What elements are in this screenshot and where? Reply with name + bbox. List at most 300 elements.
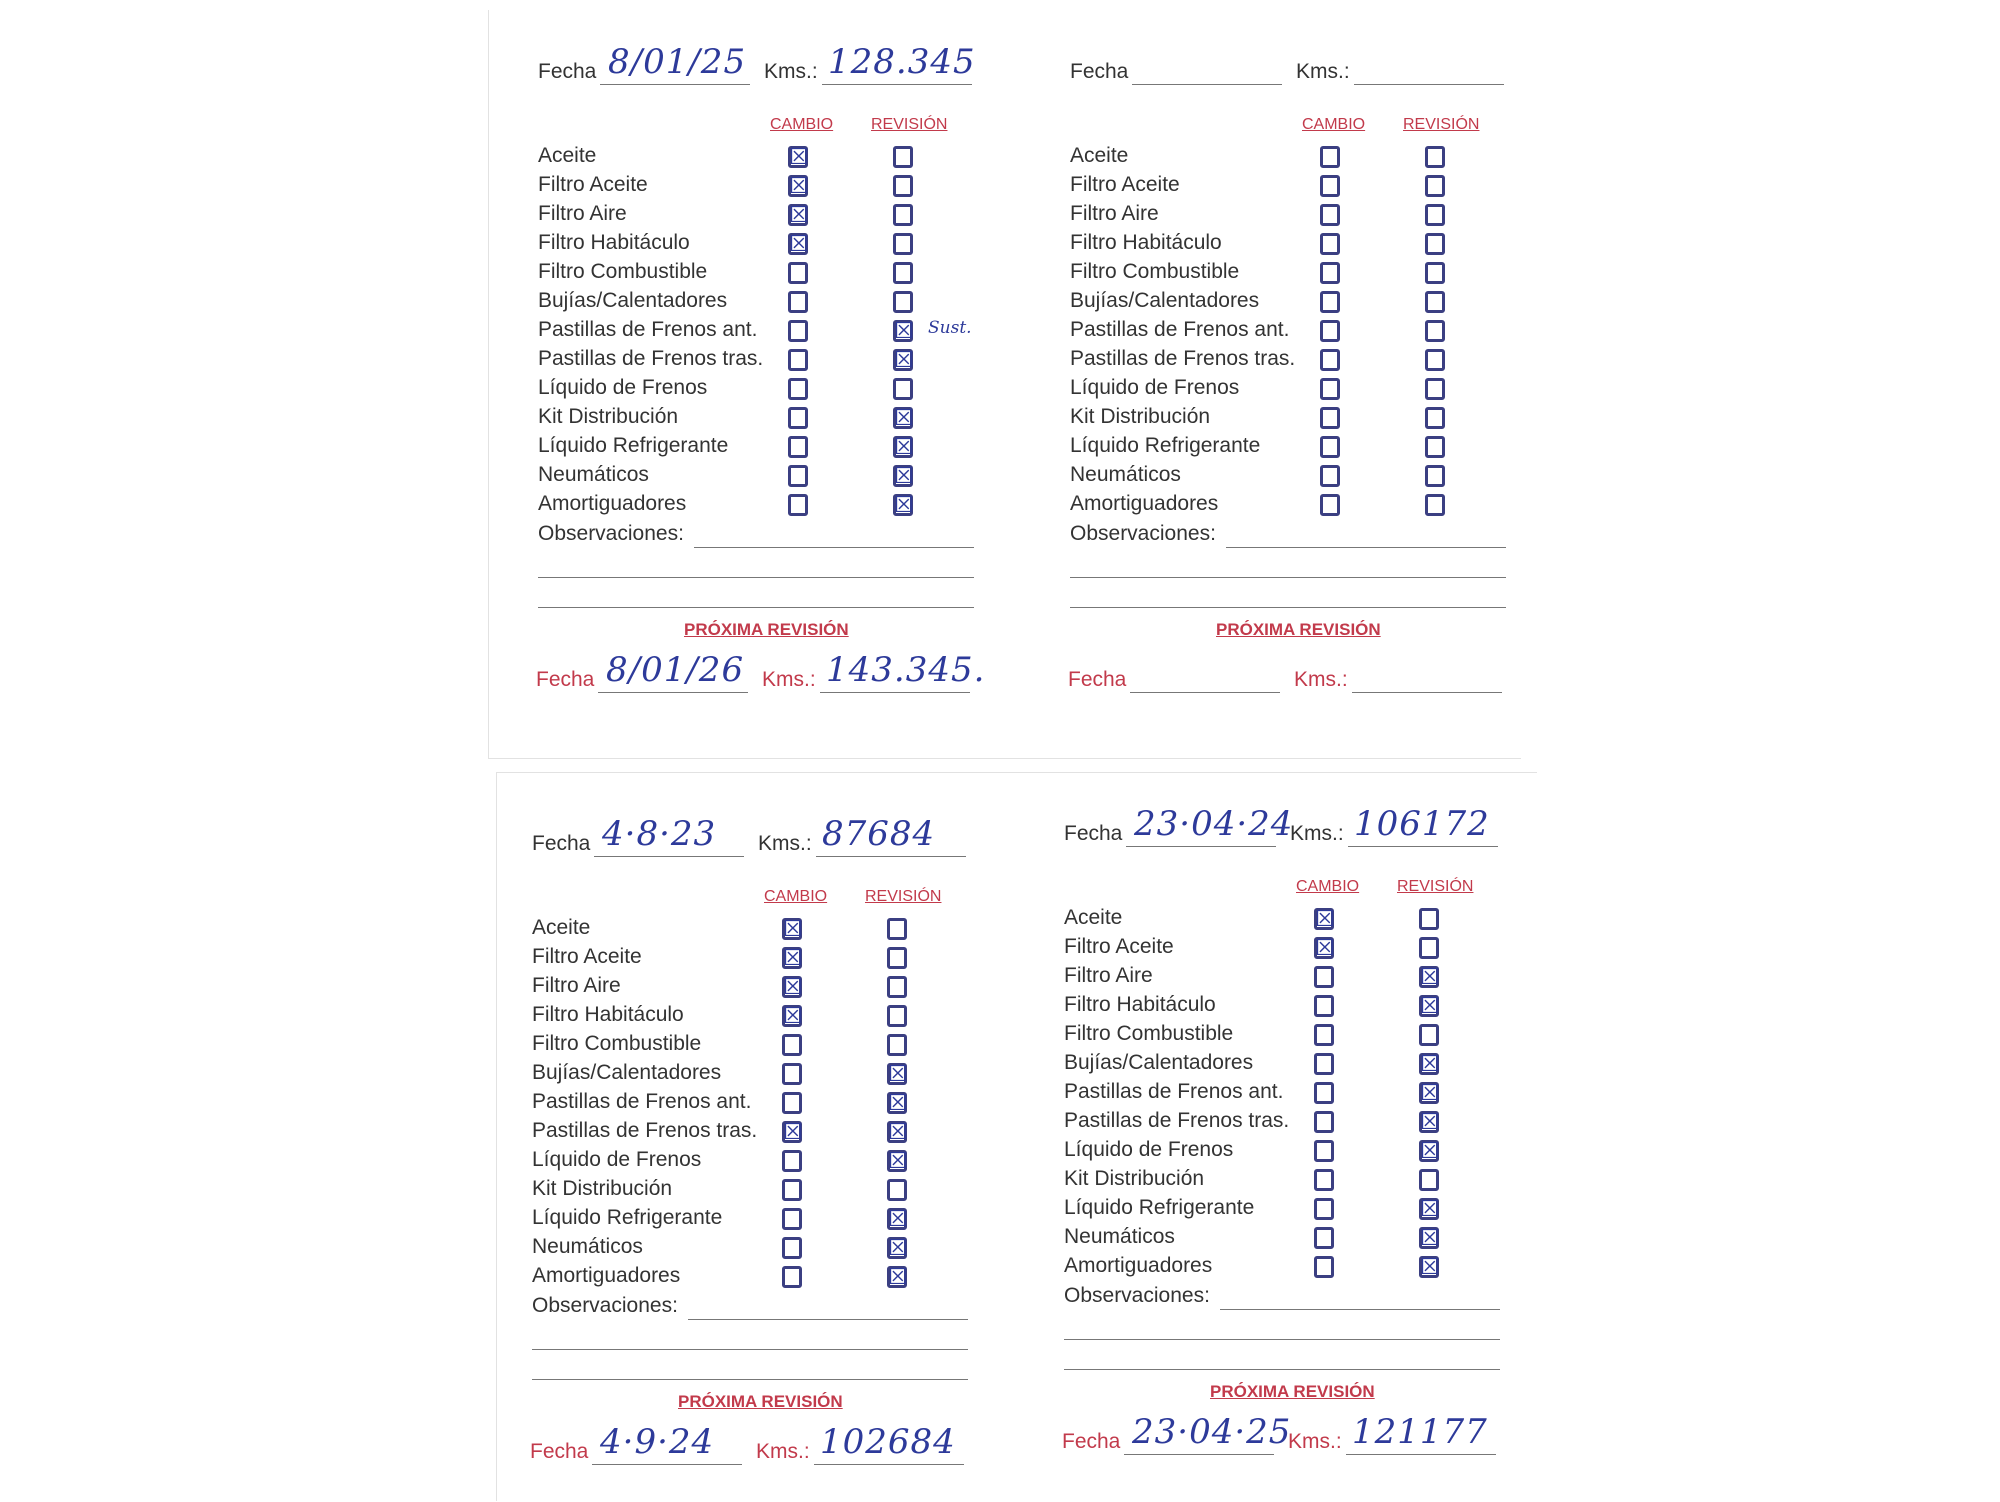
checklist-row bbox=[532, 1061, 972, 1090]
checklist-row bbox=[1064, 1196, 1504, 1225]
revision-checkbox[interactable] bbox=[893, 146, 913, 168]
kms-label: Kms.: bbox=[758, 832, 812, 855]
next-fecha-value[interactable]: 8/01/26 bbox=[606, 650, 745, 690]
check-mark-icon: ☒ bbox=[789, 174, 809, 199]
checklist-row bbox=[538, 492, 978, 521]
observaciones-line[interactable] bbox=[1226, 547, 1506, 548]
revision-header: REVISIÓN bbox=[1397, 878, 1474, 895]
cambio-checkbox[interactable] bbox=[1320, 407, 1340, 429]
cambio-checkbox[interactable] bbox=[1314, 1082, 1334, 1104]
handwritten-note: Sust. bbox=[928, 318, 972, 338]
cambio-checkbox[interactable] bbox=[782, 1266, 802, 1288]
cambio-checkbox[interactable] bbox=[782, 1150, 802, 1172]
next-fecha-line bbox=[598, 692, 748, 693]
cambio-checkbox[interactable] bbox=[782, 1034, 802, 1056]
observaciones-line[interactable] bbox=[538, 577, 974, 578]
checklist-row bbox=[532, 1090, 972, 1119]
kms-line bbox=[1348, 846, 1498, 847]
revision-checkbox[interactable] bbox=[1419, 1053, 1439, 1075]
cambio-checkbox[interactable] bbox=[1314, 1227, 1334, 1249]
checklist-row bbox=[538, 144, 978, 173]
fecha-label: Fecha bbox=[538, 60, 597, 83]
item-label: Filtro Aire bbox=[1070, 202, 1159, 225]
checklist-row bbox=[1070, 347, 1510, 376]
item-label: Bujías/Calentadores bbox=[532, 1061, 722, 1084]
revision-checkbox[interactable] bbox=[1419, 1024, 1439, 1046]
revision-checkbox[interactable] bbox=[887, 1150, 907, 1172]
revision-checkbox[interactable] bbox=[1419, 1140, 1439, 1162]
checklist-row bbox=[1070, 405, 1510, 434]
item-label: Aceite bbox=[1070, 144, 1129, 167]
check-mark-icon: ☒ bbox=[1315, 936, 1335, 961]
revision-checkbox[interactable] bbox=[887, 1034, 907, 1056]
cambio-checkbox[interactable] bbox=[1320, 204, 1340, 226]
item-label: Aceite bbox=[532, 916, 591, 939]
cambio-checkbox[interactable] bbox=[788, 262, 808, 284]
revision-checkbox[interactable] bbox=[1419, 1227, 1439, 1249]
revision-checkbox[interactable] bbox=[1425, 349, 1445, 371]
checklist-row bbox=[1064, 993, 1504, 1022]
next-kms-label: Kms.: bbox=[756, 1440, 810, 1463]
cambio-checkbox[interactable] bbox=[782, 1005, 802, 1027]
check-mark-icon: ☒ bbox=[888, 1149, 908, 1174]
check-mark-icon: ☒ bbox=[1420, 1226, 1440, 1251]
check-mark-icon: ☒ bbox=[783, 917, 803, 942]
revision-checkbox[interactable] bbox=[887, 1237, 907, 1259]
checklist-row bbox=[1070, 492, 1510, 521]
check-mark-icon: ☒ bbox=[888, 1265, 908, 1290]
check-mark-icon: ☒ bbox=[1315, 907, 1335, 932]
item-label: Bujías/Calentadores bbox=[538, 289, 728, 312]
revision-checkbox[interactable] bbox=[893, 378, 913, 400]
checklist-row bbox=[532, 1206, 972, 1235]
revision-header: REVISIÓN bbox=[865, 888, 942, 905]
item-label: Líquido de Frenos bbox=[532, 1148, 702, 1171]
kms-value[interactable]: 106172 bbox=[1354, 804, 1490, 844]
next-fecha-value[interactable]: 4·9·24 bbox=[600, 1422, 715, 1462]
revision-checkbox[interactable] bbox=[1419, 995, 1439, 1017]
revision-checkbox[interactable] bbox=[1425, 204, 1445, 226]
revision-checkbox[interactable] bbox=[1425, 175, 1445, 197]
revision-header: REVISIÓN bbox=[1403, 116, 1480, 133]
revision-checkbox[interactable] bbox=[887, 976, 907, 998]
next-kms-line bbox=[1346, 1454, 1496, 1455]
item-label: Filtro Aceite bbox=[1070, 173, 1180, 196]
cambio-checkbox[interactable] bbox=[788, 378, 808, 400]
next-kms-value[interactable]: 121177 bbox=[1352, 1412, 1488, 1452]
observaciones-label: Observaciones: bbox=[532, 1294, 678, 1317]
item-label: Filtro Combustible bbox=[1064, 1022, 1234, 1045]
item-label: Pastillas de Frenos ant. bbox=[538, 318, 758, 341]
cambio-checkbox[interactable] bbox=[788, 233, 808, 255]
next-fecha-line bbox=[592, 1464, 742, 1465]
observaciones-label: Observaciones: bbox=[1070, 522, 1216, 545]
check-mark-icon: ☒ bbox=[783, 1120, 803, 1145]
checklist-row bbox=[532, 1264, 972, 1293]
cambio-checkbox[interactable] bbox=[782, 976, 802, 998]
checklist-row bbox=[1070, 173, 1510, 202]
check-mark-icon: ☒ bbox=[888, 1120, 908, 1145]
checklist-row bbox=[1070, 144, 1510, 173]
revision-checkbox[interactable] bbox=[1419, 1198, 1439, 1220]
cambio-checkbox[interactable] bbox=[1320, 146, 1340, 168]
checklist-row bbox=[532, 945, 972, 974]
item-label: Amortiguadores bbox=[532, 1264, 681, 1287]
check-mark-icon: ☒ bbox=[789, 145, 809, 170]
revision-checkbox[interactable] bbox=[1419, 1256, 1439, 1278]
revision-checkbox[interactable] bbox=[893, 204, 913, 226]
cambio-checkbox[interactable] bbox=[782, 1092, 802, 1114]
revision-checkbox[interactable] bbox=[1425, 436, 1445, 458]
check-mark-icon: ☒ bbox=[1420, 1052, 1440, 1077]
revision-checkbox[interactable] bbox=[1425, 465, 1445, 487]
observaciones-line[interactable] bbox=[1070, 577, 1506, 578]
item-label: Filtro Habitáculo bbox=[538, 231, 690, 254]
cambio-header: CAMBIO bbox=[770, 116, 834, 133]
revision-checkbox[interactable] bbox=[1419, 908, 1439, 930]
item-label: Filtro Combustible bbox=[532, 1032, 702, 1055]
cambio-checkbox[interactable] bbox=[1314, 1024, 1334, 1046]
revision-checkbox[interactable] bbox=[1419, 1169, 1439, 1191]
kms-line bbox=[816, 856, 966, 857]
check-mark-icon: ☒ bbox=[1420, 1255, 1440, 1280]
item-label: Filtro Aceite bbox=[1064, 935, 1174, 958]
next-fecha-label: Fecha bbox=[530, 1440, 589, 1463]
item-label: Pastillas de Frenos ant. bbox=[1064, 1080, 1284, 1103]
check-mark-icon: ☒ bbox=[894, 435, 914, 460]
revision-checkbox[interactable] bbox=[1419, 1111, 1439, 1133]
item-label: Líquido Refrigerante bbox=[1070, 434, 1261, 457]
fecha-value[interactable]: 8/01/25 bbox=[608, 42, 747, 82]
revision-checkbox[interactable] bbox=[893, 436, 913, 458]
checklist-row bbox=[1064, 964, 1504, 993]
cambio-header: CAMBIO bbox=[764, 888, 828, 905]
checklist-row bbox=[1064, 1254, 1504, 1283]
kms-value[interactable]: 87684 bbox=[822, 814, 936, 854]
cambio-checkbox[interactable] bbox=[782, 1237, 802, 1259]
checklist-row bbox=[538, 463, 978, 492]
item-label: Pastillas de Frenos tras. bbox=[1070, 347, 1296, 370]
proxima-revision-block bbox=[1064, 1382, 1504, 1492]
next-kms-line bbox=[814, 1464, 964, 1465]
revision-checkbox[interactable] bbox=[893, 320, 913, 342]
item-label: Filtro Aire bbox=[1064, 964, 1153, 987]
fecha-label: Fecha bbox=[1070, 60, 1129, 83]
item-label: Filtro Combustible bbox=[1070, 260, 1240, 283]
checklist-row bbox=[532, 916, 972, 945]
check-mark-icon: ☒ bbox=[894, 348, 914, 373]
revision-checkbox[interactable] bbox=[887, 1179, 907, 1201]
item-label: Líquido de Frenos bbox=[538, 376, 708, 399]
cambio-checkbox[interactable] bbox=[1314, 908, 1334, 930]
cambio-checkbox[interactable] bbox=[1320, 378, 1340, 400]
fecha-label: Fecha bbox=[1064, 822, 1123, 845]
checklist-row bbox=[532, 1235, 972, 1264]
checklist-row bbox=[1064, 906, 1504, 935]
check-mark-icon: ☒ bbox=[783, 1004, 803, 1029]
item-label: Líquido Refrigerante bbox=[538, 434, 729, 457]
proxima-revision-block bbox=[536, 620, 986, 730]
item-label: Amortiguadores bbox=[1070, 492, 1219, 515]
revision-checkbox[interactable] bbox=[1419, 966, 1439, 988]
revision-checkbox[interactable] bbox=[887, 947, 907, 969]
observaciones-line[interactable] bbox=[532, 1349, 968, 1350]
cambio-checkbox[interactable] bbox=[782, 947, 802, 969]
cambio-checkbox[interactable] bbox=[788, 146, 808, 168]
cambio-checkbox[interactable] bbox=[788, 175, 808, 197]
fecha-line bbox=[594, 856, 744, 857]
check-mark-icon: ☒ bbox=[894, 319, 914, 344]
item-label: Líquido de Frenos bbox=[1070, 376, 1240, 399]
observaciones-label: Observaciones: bbox=[1064, 1284, 1210, 1307]
cambio-checkbox[interactable] bbox=[1314, 937, 1334, 959]
next-fecha-line bbox=[1130, 692, 1280, 693]
item-label: Amortiguadores bbox=[538, 492, 687, 515]
checklist-row bbox=[538, 434, 978, 463]
item-label: Líquido Refrigerante bbox=[532, 1206, 723, 1229]
checklist-row bbox=[532, 1003, 972, 1032]
service-card bbox=[532, 812, 972, 1412]
item-label: Neumáticos bbox=[1070, 463, 1181, 486]
revision-checkbox[interactable] bbox=[887, 1266, 907, 1288]
cambio-checkbox[interactable] bbox=[1314, 1111, 1334, 1133]
cambio-checkbox[interactable] bbox=[788, 320, 808, 342]
revision-checkbox[interactable] bbox=[1425, 494, 1445, 516]
cambio-checkbox[interactable] bbox=[782, 918, 802, 940]
cambio-checkbox[interactable] bbox=[782, 1179, 802, 1201]
next-fecha-value[interactable]: 23·04·25 bbox=[1132, 1412, 1292, 1452]
checklist-row bbox=[1064, 1051, 1504, 1080]
revision-checkbox[interactable] bbox=[887, 1063, 907, 1085]
item-label: Pastillas de Frenos ant. bbox=[1070, 318, 1290, 341]
item-label: Aceite bbox=[538, 144, 597, 167]
revision-checkbox[interactable] bbox=[887, 1092, 907, 1114]
cambio-checkbox[interactable] bbox=[1314, 1053, 1334, 1075]
revision-checkbox[interactable] bbox=[1425, 233, 1445, 255]
revision-checkbox[interactable] bbox=[887, 918, 907, 940]
service-card bbox=[538, 40, 978, 640]
fecha-line bbox=[1132, 84, 1282, 85]
item-label: Filtro Combustible bbox=[538, 260, 708, 283]
revision-checkbox[interactable] bbox=[893, 407, 913, 429]
proxima-revision-title: PRÓXIMA REVISIÓN bbox=[678, 1392, 843, 1411]
check-mark-icon: ☒ bbox=[1420, 1197, 1440, 1222]
fecha-label: Fecha bbox=[532, 832, 591, 855]
observaciones-line[interactable] bbox=[694, 547, 974, 548]
checklist-row bbox=[538, 318, 978, 347]
kms-label: Kms.: bbox=[764, 60, 818, 83]
next-fecha-label: Fecha bbox=[1068, 668, 1127, 691]
cambio-checkbox[interactable] bbox=[788, 349, 808, 371]
revision-checkbox[interactable] bbox=[1425, 407, 1445, 429]
checklist-row bbox=[1064, 1225, 1504, 1254]
cambio-checkbox[interactable] bbox=[1320, 349, 1340, 371]
proxima-revision-title: PRÓXIMA REVISIÓN bbox=[1216, 620, 1381, 639]
check-mark-icon: ☒ bbox=[1420, 965, 1440, 990]
item-label: Pastillas de Frenos tras. bbox=[1064, 1109, 1290, 1132]
checklist-row bbox=[532, 1119, 972, 1148]
cambio-checkbox[interactable] bbox=[788, 291, 808, 313]
checklist-row bbox=[1070, 202, 1510, 231]
checklist-row bbox=[538, 202, 978, 231]
revision-checkbox[interactable] bbox=[1425, 262, 1445, 284]
fecha-line bbox=[1126, 846, 1276, 847]
item-label: Neumáticos bbox=[538, 463, 649, 486]
check-mark-icon: ☒ bbox=[894, 406, 914, 431]
item-label: Líquido Refrigerante bbox=[1064, 1196, 1255, 1219]
checklist-row bbox=[1064, 1022, 1504, 1051]
revision-header: REVISIÓN bbox=[871, 116, 948, 133]
revision-checkbox[interactable] bbox=[1425, 320, 1445, 342]
kms-label: Kms.: bbox=[1296, 60, 1350, 83]
cambio-header: CAMBIO bbox=[1296, 878, 1360, 895]
checklist-row bbox=[1070, 260, 1510, 289]
cambio-checkbox[interactable] bbox=[1314, 1140, 1334, 1162]
check-mark-icon: ☒ bbox=[888, 1062, 908, 1087]
kms-value[interactable]: 128.345 bbox=[828, 42, 976, 82]
check-mark-icon: ☒ bbox=[894, 493, 914, 518]
check-mark-icon: ☒ bbox=[888, 1207, 908, 1232]
check-mark-icon: ☒ bbox=[783, 975, 803, 1000]
next-kms-value[interactable]: 143.345. bbox=[826, 650, 986, 690]
observaciones-line[interactable] bbox=[1064, 1339, 1500, 1340]
cambio-checkbox[interactable] bbox=[1314, 966, 1334, 988]
cambio-checkbox[interactable] bbox=[782, 1208, 802, 1230]
fecha-value[interactable]: 4·8·23 bbox=[602, 814, 717, 854]
item-label: Pastillas de Frenos tras. bbox=[532, 1119, 758, 1142]
check-mark-icon: ☒ bbox=[1420, 1081, 1440, 1106]
cambio-checkbox[interactable] bbox=[788, 494, 808, 516]
check-mark-icon: ☒ bbox=[888, 1236, 908, 1261]
checklist-row bbox=[1070, 289, 1510, 318]
item-label: Neumáticos bbox=[1064, 1225, 1175, 1248]
checklist-row bbox=[1064, 1138, 1504, 1167]
observaciones-line[interactable] bbox=[1064, 1369, 1500, 1370]
item-label: Líquido de Frenos bbox=[1064, 1138, 1234, 1161]
revision-checkbox[interactable] bbox=[1425, 291, 1445, 313]
item-label: Filtro Habitáculo bbox=[1070, 231, 1222, 254]
cambio-checkbox[interactable] bbox=[1320, 436, 1340, 458]
next-kms-label: Kms.: bbox=[1288, 1430, 1342, 1453]
revision-checkbox[interactable] bbox=[1425, 146, 1445, 168]
item-label: Kit Distribución bbox=[1070, 405, 1211, 428]
next-fecha-label: Fecha bbox=[1062, 1430, 1121, 1453]
next-kms-line bbox=[820, 692, 970, 693]
next-kms-value[interactable]: 102684 bbox=[820, 1422, 956, 1462]
cambio-checkbox[interactable] bbox=[1320, 320, 1340, 342]
cambio-checkbox[interactable] bbox=[788, 407, 808, 429]
kms-line bbox=[822, 84, 972, 85]
item-label: Kit Distribución bbox=[1064, 1167, 1205, 1190]
revision-checkbox[interactable] bbox=[893, 262, 913, 284]
next-fecha-label: Fecha bbox=[536, 668, 595, 691]
item-label: Amortiguadores bbox=[1064, 1254, 1213, 1277]
revision-checkbox[interactable] bbox=[887, 1005, 907, 1027]
cambio-checkbox[interactable] bbox=[788, 436, 808, 458]
proxima-revision-block bbox=[1070, 620, 1510, 730]
item-label: Filtro Aire bbox=[532, 974, 621, 997]
checklist-row bbox=[532, 1032, 972, 1061]
item-label: Kit Distribución bbox=[532, 1177, 673, 1200]
checklist-row bbox=[1070, 376, 1510, 405]
cambio-checkbox[interactable] bbox=[1314, 1169, 1334, 1191]
revision-checkbox[interactable] bbox=[887, 1121, 907, 1143]
revision-checkbox[interactable] bbox=[1419, 937, 1439, 959]
cambio-checkbox[interactable] bbox=[1314, 1198, 1334, 1220]
observaciones-line[interactable] bbox=[1070, 607, 1506, 608]
cambio-checkbox[interactable] bbox=[782, 1063, 802, 1085]
revision-checkbox[interactable] bbox=[893, 465, 913, 487]
check-mark-icon: ☒ bbox=[1420, 1110, 1440, 1135]
checklist-row bbox=[1064, 1080, 1504, 1109]
checklist-row bbox=[1070, 434, 1510, 463]
check-mark-icon: ☒ bbox=[1420, 1139, 1440, 1164]
observaciones-line[interactable] bbox=[538, 607, 974, 608]
cambio-checkbox[interactable] bbox=[1320, 291, 1340, 313]
proxima-revision-title: PRÓXIMA REVISIÓN bbox=[684, 620, 849, 639]
revision-checkbox[interactable] bbox=[893, 233, 913, 255]
observaciones-line[interactable] bbox=[532, 1379, 968, 1380]
cambio-checkbox[interactable] bbox=[788, 204, 808, 226]
item-label: Pastillas de Frenos tras. bbox=[538, 347, 764, 370]
cambio-checkbox[interactable] bbox=[788, 465, 808, 487]
cambio-checkbox[interactable] bbox=[1320, 465, 1340, 487]
next-fecha-line bbox=[1124, 1454, 1274, 1455]
item-label: Filtro Aceite bbox=[538, 173, 648, 196]
checklist-row bbox=[538, 376, 978, 405]
checklist-row bbox=[532, 1177, 972, 1206]
cambio-checkbox[interactable] bbox=[1314, 1256, 1334, 1278]
proxima-revision-title: PRÓXIMA REVISIÓN bbox=[1210, 1382, 1375, 1401]
cambio-header: CAMBIO bbox=[1302, 116, 1366, 133]
revision-checkbox[interactable] bbox=[893, 349, 913, 371]
item-label: Filtro Habitáculo bbox=[532, 1003, 684, 1026]
item-label: Filtro Aire bbox=[538, 202, 627, 225]
checklist-row bbox=[538, 260, 978, 289]
fecha-value[interactable]: 23·04·24 bbox=[1134, 804, 1294, 844]
cambio-checkbox[interactable] bbox=[1320, 262, 1340, 284]
cambio-checkbox[interactable] bbox=[1320, 175, 1340, 197]
checklist-row bbox=[1070, 318, 1510, 347]
cambio-checkbox[interactable] bbox=[782, 1121, 802, 1143]
checklist-row bbox=[1064, 1167, 1504, 1196]
observaciones-label: Observaciones: bbox=[538, 522, 684, 545]
fecha-line bbox=[600, 84, 750, 85]
revision-checkbox[interactable] bbox=[893, 291, 913, 313]
observaciones-line[interactable] bbox=[1220, 1309, 1500, 1310]
cambio-checkbox[interactable] bbox=[1320, 494, 1340, 516]
observaciones-line[interactable] bbox=[688, 1319, 968, 1320]
revision-checkbox[interactable] bbox=[1419, 1082, 1439, 1104]
revision-checkbox[interactable] bbox=[893, 494, 913, 516]
proxima-revision-block bbox=[532, 1392, 972, 1502]
next-kms-label: Kms.: bbox=[762, 668, 816, 691]
checklist-row bbox=[538, 405, 978, 434]
checklist-row bbox=[532, 1148, 972, 1177]
revision-checkbox[interactable] bbox=[887, 1208, 907, 1230]
revision-checkbox[interactable] bbox=[893, 175, 913, 197]
item-label: Filtro Aceite bbox=[532, 945, 642, 968]
cambio-checkbox[interactable] bbox=[1320, 233, 1340, 255]
checklist-row bbox=[532, 974, 972, 1003]
check-mark-icon: ☒ bbox=[783, 946, 803, 971]
checklist-row bbox=[538, 231, 978, 260]
service-card bbox=[1064, 802, 1504, 1402]
item-label: Bujías/Calentadores bbox=[1070, 289, 1260, 312]
revision-checkbox[interactable] bbox=[1425, 378, 1445, 400]
cambio-checkbox[interactable] bbox=[1314, 995, 1334, 1017]
item-label: Kit Distribución bbox=[538, 405, 679, 428]
